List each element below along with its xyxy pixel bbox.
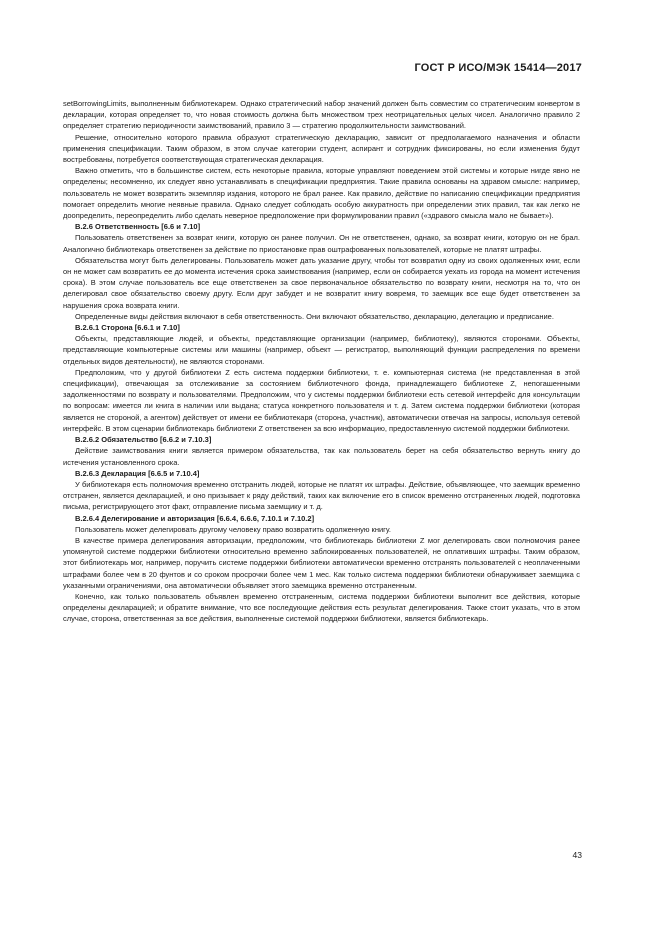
section-heading: B.2.6.3 Декларация [6.6.5 и 7.10.4] [75,468,200,478]
section-heading: B.2.6 Ответственность [6.6 и 7.10] [75,222,201,232]
document-header: ГОСТ Р ИСО/МЭК 15414—2017 [414,62,582,74]
page-number: 43 [572,850,582,860]
paragraph: Обязательства могут быть делегированы. Пользователь может дать указание другу, чтобы тот возвратил одну из своих одолженных книг, если он не может сам возвратить ее до момента истечения срока заимствования (например, если он собирается уехать из города на момент истечения срока). В этом случае пользователь все еще ответственен за свое первоначальное обязательство по возврату книги, несмотря на то, что он делегировал свое обязательство своему другу. Если друг забудет и не возвратит книгу вовремя, то заемщик все еще будет ответственен за нарушения срока возврата книги. [63,255,580,310]
paragraph: Предположим, что у другой библиотеки Z есть система поддержки библиотеки, т. е. компьютерная система (не представленная в этой спецификации), отвечающая за отслеживание за состоянием библиотечного фонда, принадлежащего библиотеке Z, непогашенными задолженностями по возврату и пользователями. Предположим, что у системы поддержки библиотеки есть сетевой интерфейс для консультации по вопросам: имеется ли книга в наличии или выдана; статуса конкретного пользователя и т. д. Затем система поддержки библиотеки (которая является не стороной, а агентом) действует от имени ее библиотекаря (сторона, участник), автоматически отвечая на запросы, используя сетевой интерфейс. В этом сценарии библиотекарь библиотеки Z ответственен за всю информацию, предоставленную системой поддержки библиотеки. [63,367,580,433]
document-body [63,98,580,625]
paragraph: Решение, относительно которого правила образуют стратегическую декларацию, зависит от предполагаемого назначения и области применения спецификации. Таким образом, в этом случае категории студент, аспирант и сотрудник фиксированы, но если изменения будут востребованы, потребуется соответствующая стратегическая декларация. [63,132,580,165]
paragraph: Пользователь может делегировать другому человеку право возвратить одолженную книгу. [75,524,391,534]
paragraph: У библиотекаря есть полномочия временно отстранить людей, которые не платят их штрафы. Действие, объявляющее, что заемщик временно отстранен, является декларацией, и оно призывает к ряду действий, таких как включение его в список временно отстраненных людей, подготовка письма, регистрирующего этот факт, отправление письма заемщику и т. д. [63,479,580,512]
paragraph: Конечно, как только пользователь объявлен временно отстраненным, система поддержки библиотеки выполнит все действия, которые определены декларацией; и обратите внимание, что все последующие действия есть результат делегирования. Также стоит указать, что в этом случае, сторона, ответственная за все действия, выполненные системой поддержки библиотеки, является библиотекарь. [63,591,580,624]
paragraph: Определенные виды действия включают в себя ответственность. Они включают обязательство, декларацию, делегацию и предписание. [75,311,554,321]
paragraph: setBorrowingLimits, выполненным библиотекарем. Однако стратегический набор значений должен быть совместим со стратегическим конвертом в декларации, которая определяет то, что новая стоимость должна быть множеством трех неотрицательных целых чисел. Аналогично правило 2 определяет стратегию периодичности заимствований, правило 3 — стратегию продолжительности заимствований. [63,99,580,131]
paragraph: В качестве примера делегирования авторизации, предположим, что библиотекарь библиотеки Z мог делегировать свои полномочия ранее упомянутой системе поддержки библиотеки относительно временно заблокированных пользователей, не оплативших штрафы. Таким образом, этот библиотекарь мог, например, поручить системе поддержки библиотеки автоматически временно отстранять пользователей с неоплаченными штрафами более чем в 20 фунтов и со сроком просрочки более чем 1 мес. Как только система поддержки библиотеки обнаруживает заемщика с указанными ограничениями, она автоматически объявляет этого заемщика временно отстраненным. [63,535,580,590]
paragraph: Объекты, представляющие людей, и объекты, представляющие организации (например, библиотеку), являются сторонами. Объекты, представляющие компьютерные системы или машины (например, объект — регистратор, выполняющий функции распределения по времени отдельных видов деятельности), не являются сторонами. [63,334,580,366]
section-heading: B.2.6.1 Сторона [6.6.1 и 7.10] [75,323,180,333]
section-heading: B.2.6.4 Делегирование и авторизация [6.6.4, 6.6.6, 7.10.1 и 7.10.2] [75,513,315,523]
paragraph: Важно отметить, что в большинстве систем, есть некоторые правила, которые управляют поведением этой системы и которые нигде явно не определены; несомненно, их следует явно устанавливать в спецификации предприятия. Такие правила основаны на здравом смысле: например, пользователь не может возвратить экземпляр издания, которого не брал ранее. Как правило, действие по написанию спецификации предприятия помогает определить многие неявные правила. Однако следует соблюдать особую аккуратность при определении этих правил, так как легко не доопределить, переопределить либо сделать неверное предположение при формулировании правил («здравого смысла мало не бывает»). [63,166,580,221]
paragraph: Пользователь ответственен за возврат книги, которую он ранее получил. Он не ответственен, однако, за возврат книги, которую он не брал. Аналогично библиотекарь ответственен за действие по приостановке прав оштрафованных пользователей, которые не платят штрафы. [63,233,580,254]
section-heading: B.2.6.2 Обязательство [6.6.2 и 7.10.3] [75,435,212,445]
paragraph: Действие заимствования книги является примером обязательства, так как пользователь берет на себя обязательство вернуть книгу до истечения установленного срока. [63,446,580,467]
